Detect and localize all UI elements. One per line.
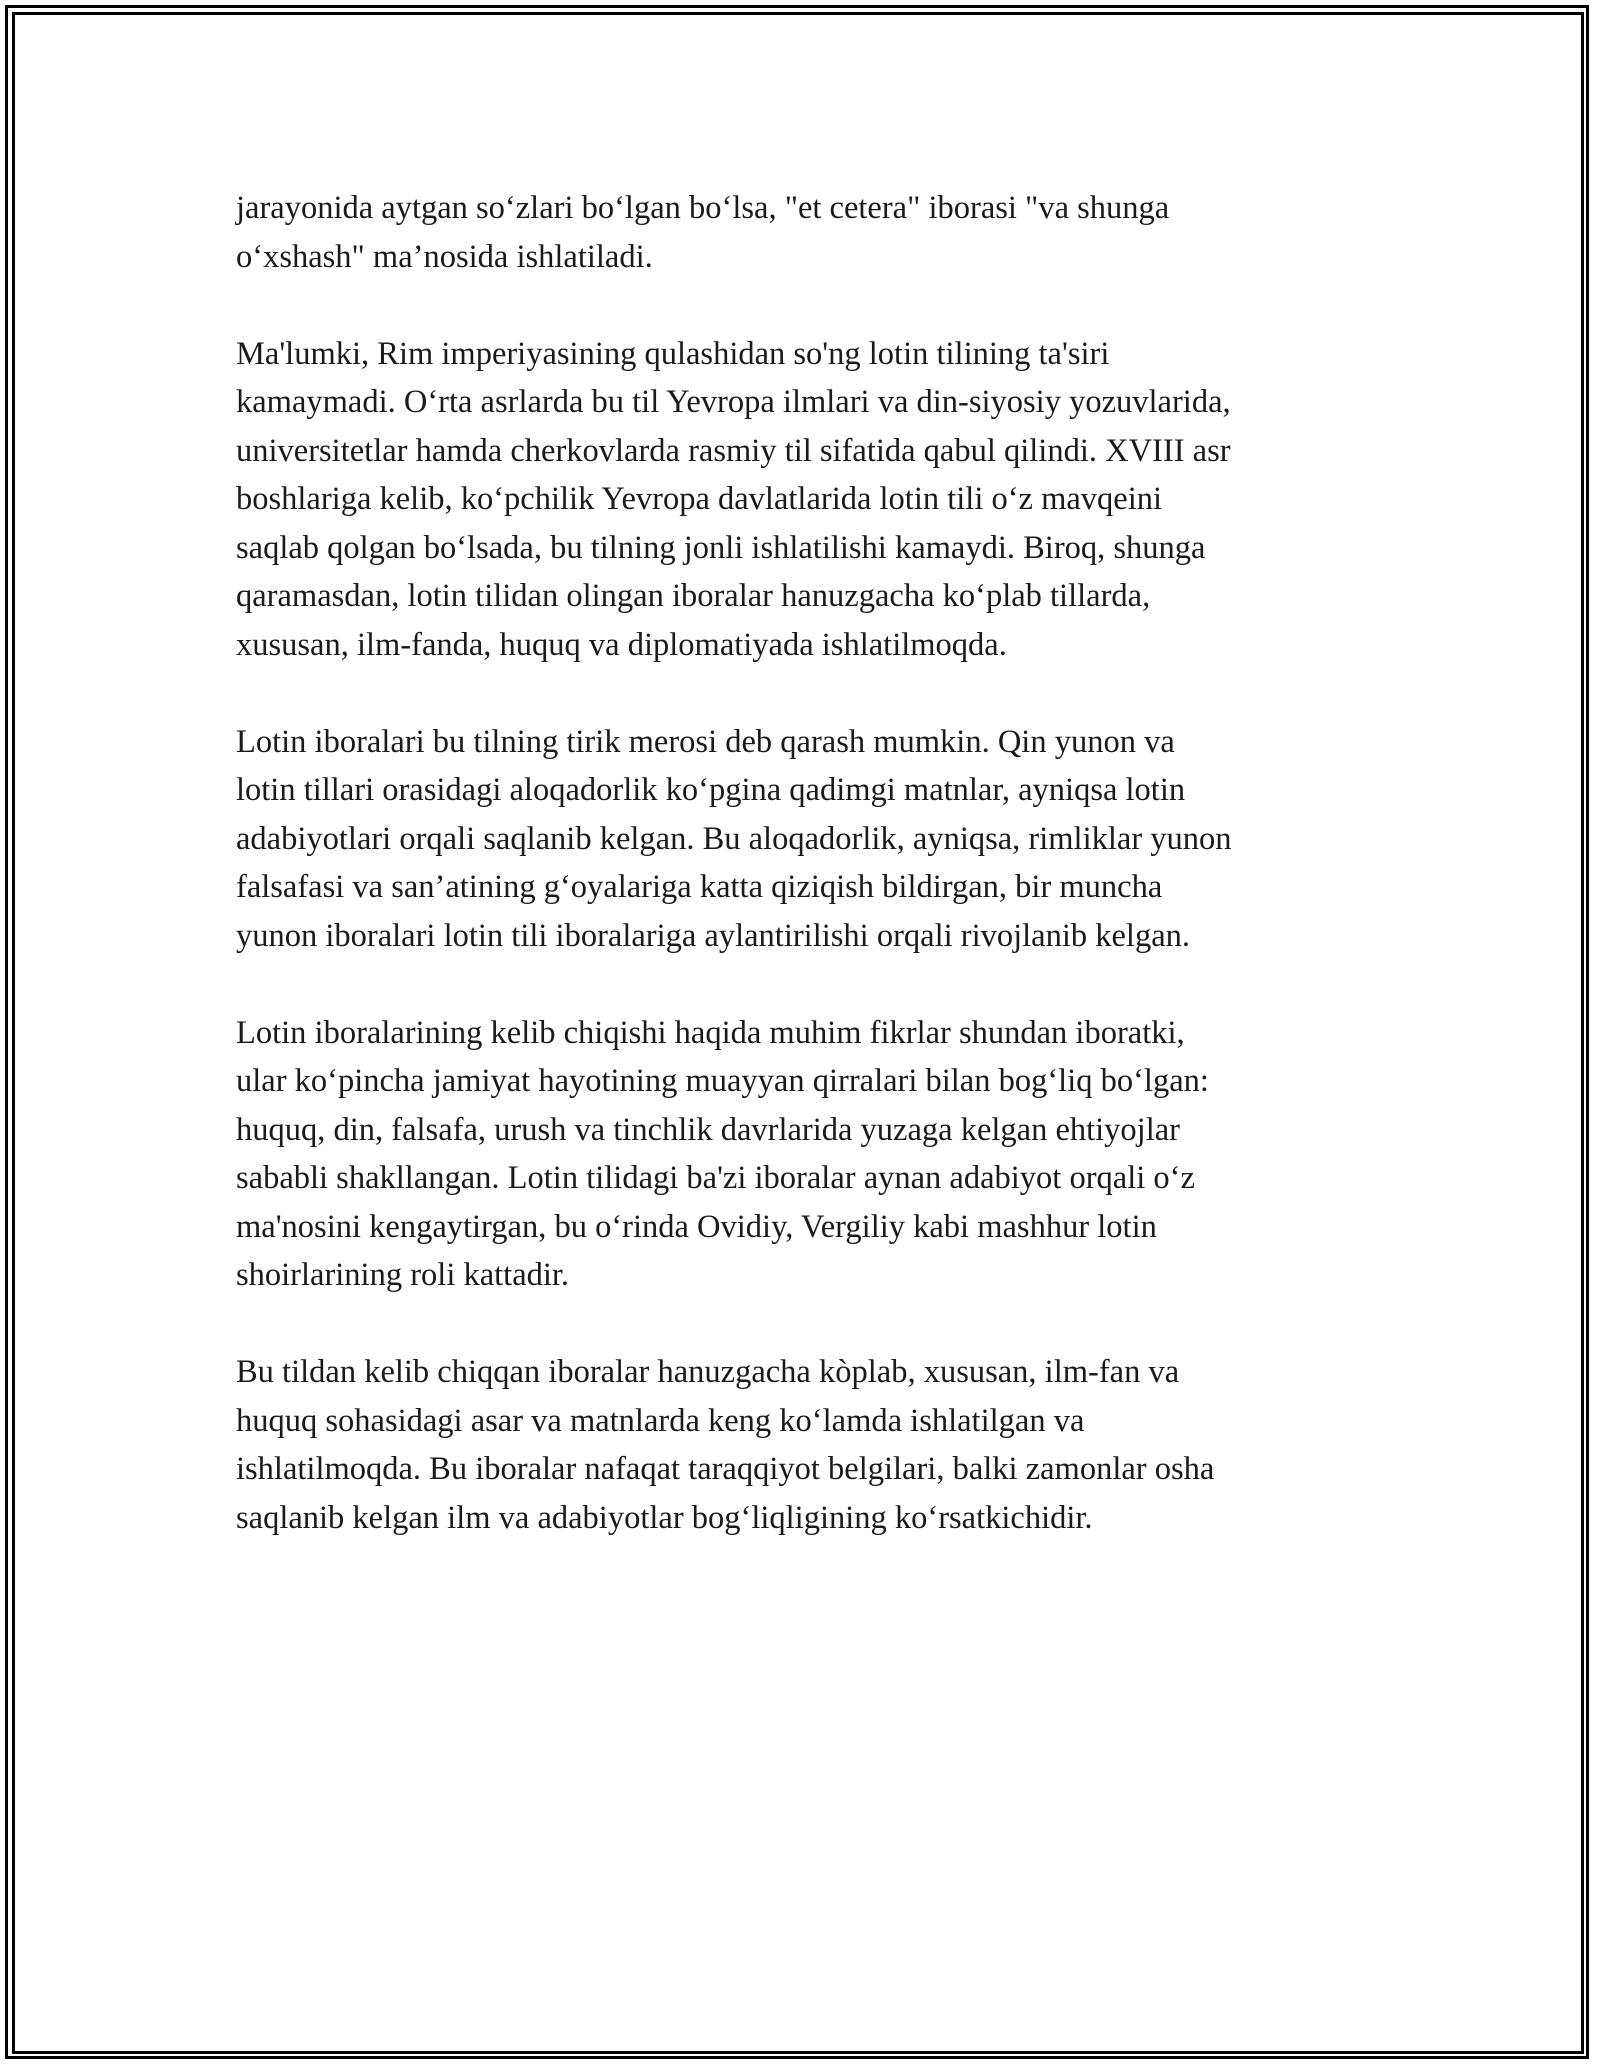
paragraph-2: Ma'lumki, Rim imperiyasining qulashidan so'ng lotin tilining ta'siri kamaymadi. O‘rta asrlarda bu til Yevropa ilmlari va din-siyosiy yozuvlarida, universitetlar hamda cherkovlarda rasmiy til sifatida qabul qilindi. XVIII asr boshlariga kelib, ko‘pchilik Yevropa davlatlarida lotin tili o‘z mavqeini saqlab qolgan bo‘lsada, bu tilning jonli ishlatilishi kamaydi. Biroq, shunga qaramasdan, lotin tilidan olingan iboralar hanuzgacha ko‘plab tillarda, xususan, ilm-fanda, huquq va diplomatiyada ishlatilmoqda. <box>236 335 1231 663</box>
document-body <box>236 184 1386 1591</box>
paragraph-3: Lotin iboralari bu tilning tirik merosi deb qarash mumkin. Qin yunon va lotin tillari orasidagi aloqadorlik ko‘pgina qadimgi matnlar, ayniqsa lotin adabiyotlari orqali saqlanib kelgan. Bu aloqadorlik, ayniqsa, rimliklar yunon falsafasi va san’atining g‘oyalariga katta qiziqish bildirgan, bir muncha yunon iboralari lotin tili iboralariga aylantirilishi orqali rivojlanib kelgan. <box>236 723 1232 954</box>
paragraph-4: Lotin iboralarining kelib chiqishi haqida muhim fikrlar shundan iboratki, ular ko‘pincha jamiyat hayotining muayyan qirralari bilan bog‘liq bo‘lgan: huquq, din, falsafa, urush va tinchlik davrlarida yuzaga kelgan ehtiyojlar sababli shakllangan. Lotin tilidagi ba'zi iboralar aynan adabiyot orqali o‘z ma'nosini kengaytirgan, bu o‘rinda Ovidiy, Vergiliy kabi mashhur lotin shoirlarining roli kattadir. <box>236 1014 1209 1293</box>
paragraph-5: Bu tildan kelib chiqqan iboralar hanuzgacha kòplab, xususan, ilm-fan va huquq sohasidagi asar va matnlarda keng ko‘lamda ishlatilgan va ishlatilmoqda. Bu iboralar nafaqat taraqqiyot belgilari, balki zamonlar osha saqlanib kelgan ilm va adabiyotlar bog‘liqligining ko‘rsatkichidir. <box>236 1354 1215 1536</box>
paragraph-1: jarayonida aytgan so‘zlari bo‘lgan bo‘lsa, "et cetera" iborasi "va shunga o‘xshash" ma’nosida ishlatiladi. <box>236 190 1170 275</box>
